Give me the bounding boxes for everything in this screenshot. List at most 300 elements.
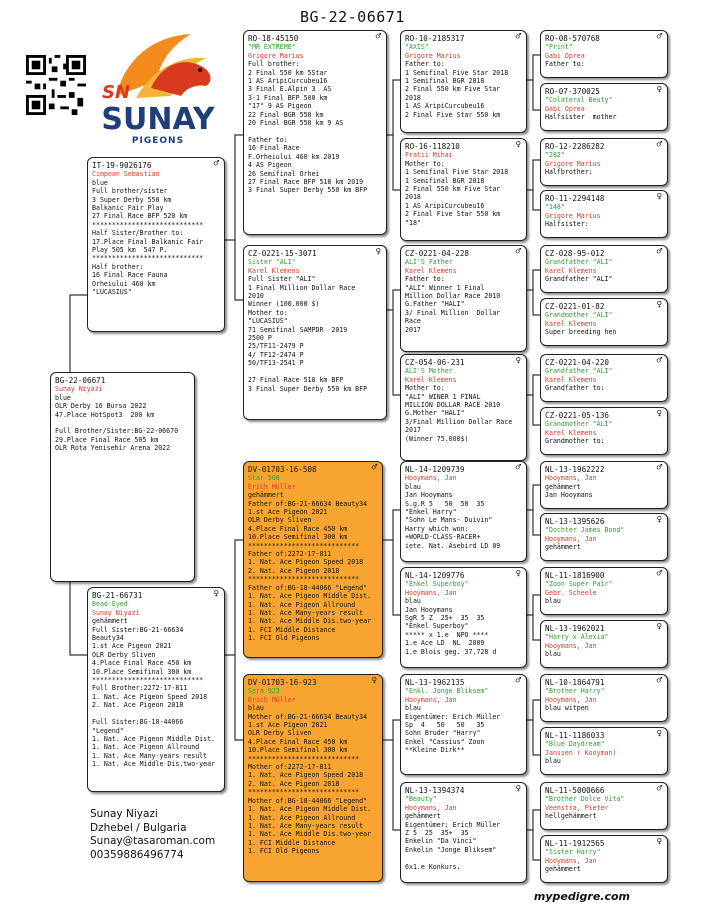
pedigree-note: 1. Nat. Ace Pigeon Speed 2018 (248, 558, 364, 567)
pigeon-name: "148" (545, 203, 565, 212)
pedigree-card-ddd[interactable] (400, 782, 527, 883)
pigeon-name: "Blue Daydream" (545, 740, 605, 749)
pedigree-note: 3 Super Derby 550 km (92, 195, 172, 204)
pedigree-card-ssd[interactable] (400, 138, 527, 241)
pedigree-note: "Enkel Harry" (405, 508, 457, 517)
pedigree-note: 71 Semifinal SAMPDR 2019 (248, 325, 348, 334)
ring-number: CZ-028-95-012 (545, 249, 605, 258)
pedigree-note: Eigentümer: Erich Müller (405, 712, 501, 721)
breeder-name: Erich Müller (248, 482, 296, 491)
pedigree-note: 2018 (405, 193, 421, 202)
ring-number: BG-21-66731 (92, 591, 143, 600)
pedigree-note: Father of:BG-18-44066 "Legend" (248, 583, 368, 592)
ring-number: CZ-0221-01-82 (545, 302, 605, 311)
pedigree-note: 27 Final Race 518 km BFP (248, 376, 344, 385)
pedigree-note (405, 854, 522, 862)
ring-number: CZ-0221-04-228 (405, 249, 470, 258)
female-symbol-icon: ♀ (656, 409, 662, 419)
ring-number: NL-11-5000666 (545, 786, 605, 795)
pedigree-card-g6[interactable] (540, 298, 668, 346)
pedigree-note: Halfsister mother (545, 113, 617, 122)
pedigree-card-g1[interactable] (540, 30, 668, 78)
pigeon-name: "282" (545, 151, 565, 160)
pedigree-note: blue (92, 178, 108, 187)
pigeon-name: "Sister Harry" (545, 848, 601, 857)
female-symbol-icon: ♀ (375, 247, 381, 257)
pedigree-note: Father to: (405, 275, 445, 284)
pedigree-note: Sohn Bruder "Harry" (405, 729, 481, 738)
ring-number: IT-19-9026176 (92, 161, 152, 170)
male-symbol-icon: ♂ (375, 32, 381, 42)
pedigree-note: "17" 9 AS Pigeon (248, 102, 312, 111)
breeder-name: Karel Klemens (545, 266, 597, 275)
pedigree-note: Enkel "Cassius" Zoon (405, 737, 485, 746)
qr-code-icon (26, 55, 86, 115)
pigeon-name: "Enkel Superboy" (405, 580, 469, 589)
breeder-name: Grigore Marius (545, 211, 601, 220)
pigeon-name: "Brother Harry" (545, 687, 605, 696)
pigeon-name: Sera 923 (248, 687, 280, 696)
male-symbol-icon: ♂ (656, 140, 662, 150)
ring-number: CZ-0221-04-220 (545, 358, 610, 367)
pigeon-name: "Enkl. Jonge Bliksem" (405, 687, 489, 696)
pedigree-note: S.g.R 5 50 50 35 (405, 499, 485, 508)
contact-phone: 00359886496774 (90, 848, 184, 861)
pedigree-note: 1 AS AripiCurcubeu16 (405, 201, 485, 210)
pedigree-note: Million Dollar Race 2010 (405, 292, 501, 301)
pedigree-note (248, 127, 382, 135)
pedigree-note: "LUCASIUS" (248, 317, 288, 326)
pedigree-note: Mother to: (405, 384, 445, 393)
pedigree-card-g4[interactable] (540, 190, 668, 238)
pedigree-note: Half brother: (92, 262, 144, 271)
pedigree-card-g11[interactable] (540, 567, 668, 615)
pedigree-note: Full Brother:2272-17-811 (92, 684, 188, 693)
female-symbol-icon: ♀ (371, 676, 377, 686)
pedigree-card-dss[interactable] (400, 461, 527, 562)
pedigree-note: 1.st Ace Pigeon 2021 (248, 508, 328, 517)
pedigree-note: Play 505 km 547 P. (92, 246, 168, 255)
pedigree-note (92, 710, 220, 718)
pedigree-note: Race (405, 317, 421, 326)
pigeon-name: "Zoon Super Pair" (545, 580, 613, 589)
pigeon-name: ALI'S Father (405, 258, 453, 267)
male-symbol-icon: ♂ (656, 463, 662, 473)
ring-number: CZ-0221-05-136 (545, 411, 610, 420)
pedigree-note: 1.st Ace Pigeon 2021 (92, 642, 172, 651)
female-symbol-icon: ♀ (515, 356, 521, 366)
breeder-name: Hooymans, Jan (405, 695, 457, 704)
pedigree-note: 25/TF11-2479 P (248, 342, 304, 351)
pedigree-card-dsd[interactable] (400, 567, 527, 668)
ring-number: NL-14-1209739 (405, 465, 465, 474)
breeder-name: Karel Klemens (405, 266, 457, 275)
pedigree-note: +WORLD-CLASS-RACER+ (405, 533, 481, 542)
breeder-name: Hooymans, Jan (545, 695, 597, 704)
pedigree-note: 1. Nat. Ace Middle Dis.two-year (248, 830, 372, 839)
breeder-name: Gabi Oprea (545, 51, 585, 60)
ring-number: NL-14-1209776 (405, 571, 465, 580)
pedigree-note: blau (248, 704, 264, 713)
pedigree-note: **************************** (92, 254, 204, 263)
pedigree-note: Enkelin "Jonge Bliksem" (405, 845, 497, 854)
pedigree-note: Father of:2272-17-811 (248, 550, 332, 559)
ring-number: NL-13-1962222 (545, 465, 605, 474)
pedigree-note: 27 Final Race BFP 520 km (92, 212, 188, 221)
male-symbol-icon: ♂ (515, 32, 521, 42)
pedigree-note: 2 Final Five Star 550 km (405, 210, 501, 219)
pedigree-card-g14[interactable] (540, 727, 668, 775)
pedigree-note: "Enkel Superboy" (405, 622, 469, 631)
pedigree-note: 2017 (405, 426, 421, 435)
pedigree-note: Full Sister:BG-18-44066 (92, 718, 184, 727)
male-symbol-icon: ♂ (656, 569, 662, 579)
pedigree-note: Halfbrother: (545, 168, 593, 177)
pedigree-note: Eigentümer: Erich Müller (405, 820, 501, 829)
pedigree-note: 3/Final Million Dollar Race (405, 417, 513, 426)
pedigree-note: G.Father "HALI" (405, 300, 465, 309)
ring-number: NL-10-1864791 (545, 678, 605, 687)
pedigree-card-dds[interactable] (400, 674, 527, 775)
female-symbol-icon: ♀ (656, 729, 662, 739)
breeder-name: Hooymans, Jan (405, 588, 457, 597)
pedigree-note: Halfsister: (545, 220, 589, 229)
pedigree-note: blue (55, 393, 71, 402)
pedigree-note: Full Sister "ALI" (248, 275, 316, 284)
pedigree-note: "Legend" (92, 726, 124, 735)
pigeon-name: "Harry x Alexia" (545, 633, 609, 642)
pigeon-name: "Beauty" (405, 795, 437, 804)
pedigree-note: **************************** (248, 575, 360, 584)
male-symbol-icon: ♂ (515, 676, 521, 686)
pedigree-card-g7[interactable] (540, 354, 668, 402)
pedigree-note: **************************** (248, 541, 360, 550)
footer-site[interactable]: mypedigre.com (533, 890, 630, 903)
male-symbol-icon: ♂ (656, 32, 662, 42)
pedigree-note: Mother to: (248, 308, 288, 317)
contact-location: Dzhebel / Bulgaria (90, 821, 187, 834)
pedigree-note: Mother to: (405, 159, 445, 168)
pedigree-note: 1 Semifinal Five Star 2018 (405, 168, 509, 177)
female-symbol-icon: ♀ (515, 140, 521, 150)
ring-number: NL-11-1912565 (545, 839, 605, 848)
pedigree-note: 1. Nat. Ace Pigeon Middle Dist. (248, 805, 372, 814)
ring-number: NL-13-1395626 (545, 517, 605, 526)
breeder-name: Gebr. Scheele (545, 588, 597, 597)
pedigree-note: Winner (100.000 $) (248, 300, 320, 309)
pigeon-name: "Colateral Beuty" (545, 96, 613, 105)
logo-wordmark: SUNAY (101, 102, 215, 137)
ring-number: DV-01703-16-923 (248, 678, 317, 687)
pedigree-note: **************************** (248, 788, 360, 797)
pedigree-note: 20 Final BGR 550 km 9 AS (248, 119, 344, 128)
pedigree-note: "LUCASIUS" (92, 288, 132, 297)
breeder-name: Erich Müller (248, 695, 296, 704)
pedigree-card-sire[interactable] (87, 157, 225, 332)
pedigree-note: 29.Place Final Race 505 km (55, 435, 159, 444)
pedigree-note: 1.e Blois geg. 37.728 d (405, 647, 497, 656)
breeder-name: Hooymans, Jan (545, 641, 597, 650)
pigeon-name: Grandfather "ALI" (545, 367, 613, 376)
pedigree-note: 10.Place Semifinal 300 km (92, 667, 192, 676)
pedigree-note: 10.Place Semifinal 300 km (248, 746, 348, 755)
breeder-name: Fratii Mihai (405, 151, 453, 160)
breeder-name: Sunay Niyazi (92, 608, 140, 617)
pedigree-note: Grandfather "ALI" (545, 275, 613, 284)
male-symbol-icon: ♂ (515, 247, 521, 257)
pedigree-note: Father of:BG-21-66634 Beauty34 (248, 499, 368, 508)
pedigree-card-ds[interactable] (243, 461, 383, 658)
pedigree-note: Jan Hooymans (405, 605, 453, 614)
female-symbol-icon: ♀ (656, 622, 662, 632)
breeder-name: Hooymans, Jan (405, 474, 457, 483)
pedigree-note: G.Mother "HALI" (405, 409, 465, 418)
ring-number: NL-11-1816900 (545, 571, 605, 580)
pedigree-note: 47.Place HotSpot3 200 km (55, 410, 155, 419)
pedigree-note (248, 368, 382, 376)
pigeon-name: "MR EXTREME" (248, 43, 296, 52)
pedigree-note: Balkanic Fair Play (92, 204, 164, 213)
pedigree-note: 1. FCI Middle Distance (248, 625, 336, 634)
pedigree-note: Jan Hooymans (545, 491, 593, 500)
pedigree-note: Jan Hooymans (405, 491, 453, 500)
pedigree-note: gehämmert (545, 865, 581, 874)
pedigree-note: 4 AS Pigeon (248, 161, 292, 170)
ring-number: RO-18-45150 (248, 34, 299, 43)
pedigree-note: 1 AS AripiCurcubeu16 (405, 102, 485, 111)
pedigree-note: 2017 (405, 325, 421, 334)
pedigree-card-sdd[interactable] (400, 354, 527, 461)
female-symbol-icon: ♀ (656, 300, 662, 310)
pedigree-note: 1. Nat. Ace Middle Dis.two-year (92, 760, 216, 769)
pedigree-note: 1. FCI Middle Distance (248, 838, 336, 847)
contact-email[interactable]: Sunay@tasaroman.com (90, 835, 216, 847)
pedigree-note: 4.Place Final Race 450 km (248, 737, 348, 746)
pedigree-note: 1 Semifinal BGR 2018 (405, 176, 485, 185)
pedigree-note: 4.Place Final Race 450 km (92, 659, 192, 668)
pigeon-name: Bead-Eyed (92, 600, 128, 609)
breeder-name: Karel Klemens (248, 266, 300, 275)
pedigree-note: 1. Nat. Ace Pigeon Middle Dist. (92, 734, 216, 743)
pedigree-card-g10[interactable] (540, 513, 668, 561)
male-symbol-icon: ♂ (656, 356, 662, 366)
pedigree-note: Mother of:2272-17-811 (248, 763, 332, 772)
pedigree-note: 1. FCI Old Pigeons (248, 634, 320, 643)
pedigree-note: SgR 5 Z 25+ 35 35 (405, 614, 485, 623)
pedigree-note: "18" (405, 218, 421, 227)
ring-number: NL-13-1962135 (405, 678, 465, 687)
pedigree-note: OLR Derby Sliven (248, 729, 312, 738)
breeder-name: Karel Klemens (405, 375, 457, 384)
pedigree-note: 2 Final 550 km 5Star (248, 68, 328, 77)
male-symbol-icon: ♂ (656, 676, 662, 686)
pedigree-note: gehämmert (545, 482, 581, 491)
pedigree-note: Z 5 25 35+ 35 (405, 829, 469, 838)
pedigree-note: 2 Final 550 km Five Star (405, 185, 501, 194)
pigeon-name: "Dochter James Bond" (545, 526, 625, 535)
pedigree-note: blau (545, 650, 561, 659)
pigeon-name: "AXIS" (405, 43, 429, 52)
pedigree-note: 1. Nat. Ace Pigeon Speed 2018 (92, 692, 208, 701)
contact-name: Sunay Niyazi (90, 808, 158, 820)
pedigree-note: Harry which won: (405, 524, 469, 533)
pedigree-note: Full brother/sister (92, 187, 168, 196)
pedigree-note: F.Orheiului 460 km 2019 (248, 152, 340, 161)
pedigree-note: gehämmert (92, 617, 128, 626)
pigeon-name: Grandmother "ALI" (545, 420, 613, 429)
pedigree-note: 17.Place Final Balkanic Fair (92, 237, 204, 246)
pedigree-card-g13[interactable] (540, 674, 668, 722)
pedigree-note: **************************** (92, 676, 204, 685)
pedigree-note: 1 Final Million Dollar Race (248, 283, 356, 292)
breeder-name: Hooymans, Jan (405, 803, 457, 812)
pedigree-note: 4/ TF12-2474 P (248, 350, 304, 359)
pedigree-note: blau (405, 482, 421, 491)
pedigree-note: 2. Nat. Ace Pigeon 2018 (92, 701, 184, 710)
pedigree-card-sd[interactable] (243, 245, 387, 420)
pedigree-note: 1 Semifinal Five Star 2018 (405, 68, 509, 77)
pedigree-card-g12[interactable] (540, 620, 668, 668)
pedigree-card-dd[interactable] (243, 674, 383, 882)
pedigree-card-g15[interactable] (540, 782, 668, 830)
pigeon-name: Grandfather "ALI" (545, 258, 613, 267)
pigeon-name: Star 508 (248, 474, 280, 483)
ring-number: NL-11-1186033 (545, 731, 605, 740)
pedigree-note: Enkelin "Da Vinci" (405, 837, 477, 846)
breeder-name: Veenstra, Pieter (545, 803, 609, 812)
pedigree-note: 2. Nat. Ace Pigeon 2018 (248, 566, 340, 575)
breeder-name: Janssen ( Kooyman) (545, 748, 617, 757)
pedigree-note: OLR Derby Sliven (92, 650, 156, 659)
pedigree-note: 2. Nat. Ace Pigeon 2018 (248, 779, 340, 788)
pedigree-note: "ALI" Winner 1 Final (405, 283, 485, 292)
ring-number: NL-13-1394374 (405, 786, 465, 795)
pedigree-note: blau (405, 704, 421, 713)
pedigree-note: 3/ Final Million Dollar (405, 308, 501, 317)
female-symbol-icon: ♀ (656, 85, 662, 95)
pigeon-name: "Brother Dolce Vita" (545, 795, 625, 804)
male-symbol-icon: ♂ (515, 463, 521, 473)
pedigree-note: **Kleine Dirk** (405, 746, 465, 755)
pedigree-note: (Winner 75.000$) (405, 434, 469, 443)
pedigree-note: Grandmother to: (545, 437, 605, 446)
female-symbol-icon: ♀ (656, 192, 662, 202)
pedigree-note: blau witpen (545, 704, 589, 713)
pedigree-note: Father to: (405, 60, 445, 69)
pedigree-note: gehämmert (405, 812, 441, 821)
breeder-name: Gabi Oprea (545, 104, 585, 113)
ring-number: BG-22-06671 (55, 376, 106, 385)
pedigree-note: 27 Final Race BFP 518 km 2019 (248, 177, 364, 186)
pedigree-note: 1 AS AripiCurcubeu16 (248, 77, 328, 86)
pedigree-note: OLR Derby 16 Bursa 2022 (55, 402, 147, 411)
pedigree-card-g2[interactable] (540, 83, 668, 131)
pedigree-note: Orheiului 460 km (92, 279, 156, 288)
pedigree-note: gehämmert (545, 543, 581, 552)
pedigree-card-g9[interactable] (540, 461, 668, 509)
female-symbol-icon: ♀ (515, 784, 521, 794)
pedigree-note: 4.Place Final Race 450 km (248, 524, 348, 533)
pedigree-note: 10.Place Semifinal 300 km (248, 533, 348, 542)
pedigree-note: 16 Final Race Fauna (92, 271, 168, 280)
pedigree-note: **************************** (248, 754, 360, 763)
pedigree-note: 2500 P (248, 334, 272, 343)
male-symbol-icon: ♂ (656, 784, 662, 794)
pedigree-note: 1. Nat. Ace Pigeon Speed 2018 (248, 771, 364, 780)
pedigree-note: ***** x 1.e NPO **** (405, 630, 489, 639)
pedigree-note: 1. Nat. Ace Middle Dis.two-year (248, 617, 372, 626)
pedigree-note: 1.st Ace Pigeon 2021 (248, 721, 328, 730)
pedigree-note: iete. Nat. Asebird LD 09 (405, 541, 501, 550)
pedigree-note: hellgehämmert (545, 812, 597, 821)
pedigree-title: BG-22-06671 (300, 8, 405, 26)
pedigree-note: 22 Final BGR 550 km (248, 110, 324, 119)
pedigree-card-ss[interactable] (243, 30, 387, 235)
ring-number: CZ-0221-15-3071 (248, 249, 317, 258)
pedigree-note: 3 Final Super Derby 550 km BFP (248, 384, 368, 393)
pedigree-note: 16 Final Race (248, 144, 300, 153)
pedigree-note: "ALI" WINER 1 FINAL (405, 392, 481, 401)
pedigree-card-sds[interactable] (400, 245, 527, 352)
pedigree-note: gehämmert (248, 491, 284, 500)
breeder-name: Grigore Marius (545, 159, 601, 168)
pedigree-card-g16[interactable] (540, 835, 668, 883)
pedigree-note: 2 Final Five Star 550 km (405, 110, 501, 119)
breeder-name: Karel Klemens (545, 428, 597, 437)
pedigree-card-g3[interactable] (540, 138, 668, 186)
female-symbol-icon: ♀ (213, 589, 219, 599)
female-symbol-icon: ♀ (656, 515, 662, 525)
pedigree-note: 3 Final Super Derby 550 km BFP (248, 186, 368, 195)
pedigree-note: blau (545, 757, 561, 766)
pedigree-note: 3 Final E.Alpin 3 AS (248, 85, 332, 94)
pedigree-card-sss[interactable] (400, 30, 527, 133)
male-symbol-icon: ♂ (213, 159, 219, 169)
breeder-name: Grigore Marius (405, 51, 461, 60)
breeder-name: Grigore Marius (248, 51, 304, 60)
pedigree-note: 6x1.e Konkurs. (405, 862, 461, 871)
pigeon-name: Sister "ALI" (248, 258, 296, 267)
pedigree-note: 1. Nat. Ace Many-years result (248, 608, 364, 617)
pedigree-note: Mother of:BG-21-66634 Beauty34 (248, 712, 368, 721)
female-symbol-icon: ♀ (656, 837, 662, 847)
pedigree-note: 1.e Ace LD NL 2009 (405, 639, 485, 648)
ring-number: NL-13-1962021 (545, 624, 605, 633)
ring-number: DV-01703-16-508 (248, 465, 317, 474)
pedigree-note: **************************** (92, 220, 204, 229)
breeder-name: Hooymans, Jan (545, 856, 597, 865)
pedigree-card-g5[interactable] (540, 245, 668, 293)
pedigree-note: 1. Nat. Ace Pigeon Allround (248, 813, 356, 822)
pedigree-note: blau (545, 597, 561, 606)
breeder-name: Sunay Niyazi (55, 385, 103, 394)
male-symbol-icon: ♂ (371, 463, 377, 473)
ring-number: RO-12-2286282 (545, 142, 605, 151)
pedigree-note: 1. Nat. Ace Many-years result (92, 751, 208, 760)
pedigree-note: 2018 (405, 93, 421, 102)
breeder-name: Cimpean Sebastian (92, 170, 160, 179)
pedigree-card-subject[interactable] (50, 372, 195, 582)
pedigree-note: 1. FCI Old Pigeons (248, 847, 320, 856)
pedigree-card-dam[interactable] (87, 587, 225, 792)
male-symbol-icon: ♂ (656, 247, 662, 257)
breeder-name: Hooymans, Jan (545, 474, 597, 483)
pedigree-note: Beauty34 (92, 634, 124, 643)
pedigree-note: 1. Nat. Ace Pigeon Middle Dist. (248, 592, 372, 601)
ring-number: RO-10-2185317 (405, 34, 465, 43)
pedigree-card-g8[interactable] (540, 407, 668, 455)
ring-number: CZ-054-06-231 (405, 358, 465, 367)
